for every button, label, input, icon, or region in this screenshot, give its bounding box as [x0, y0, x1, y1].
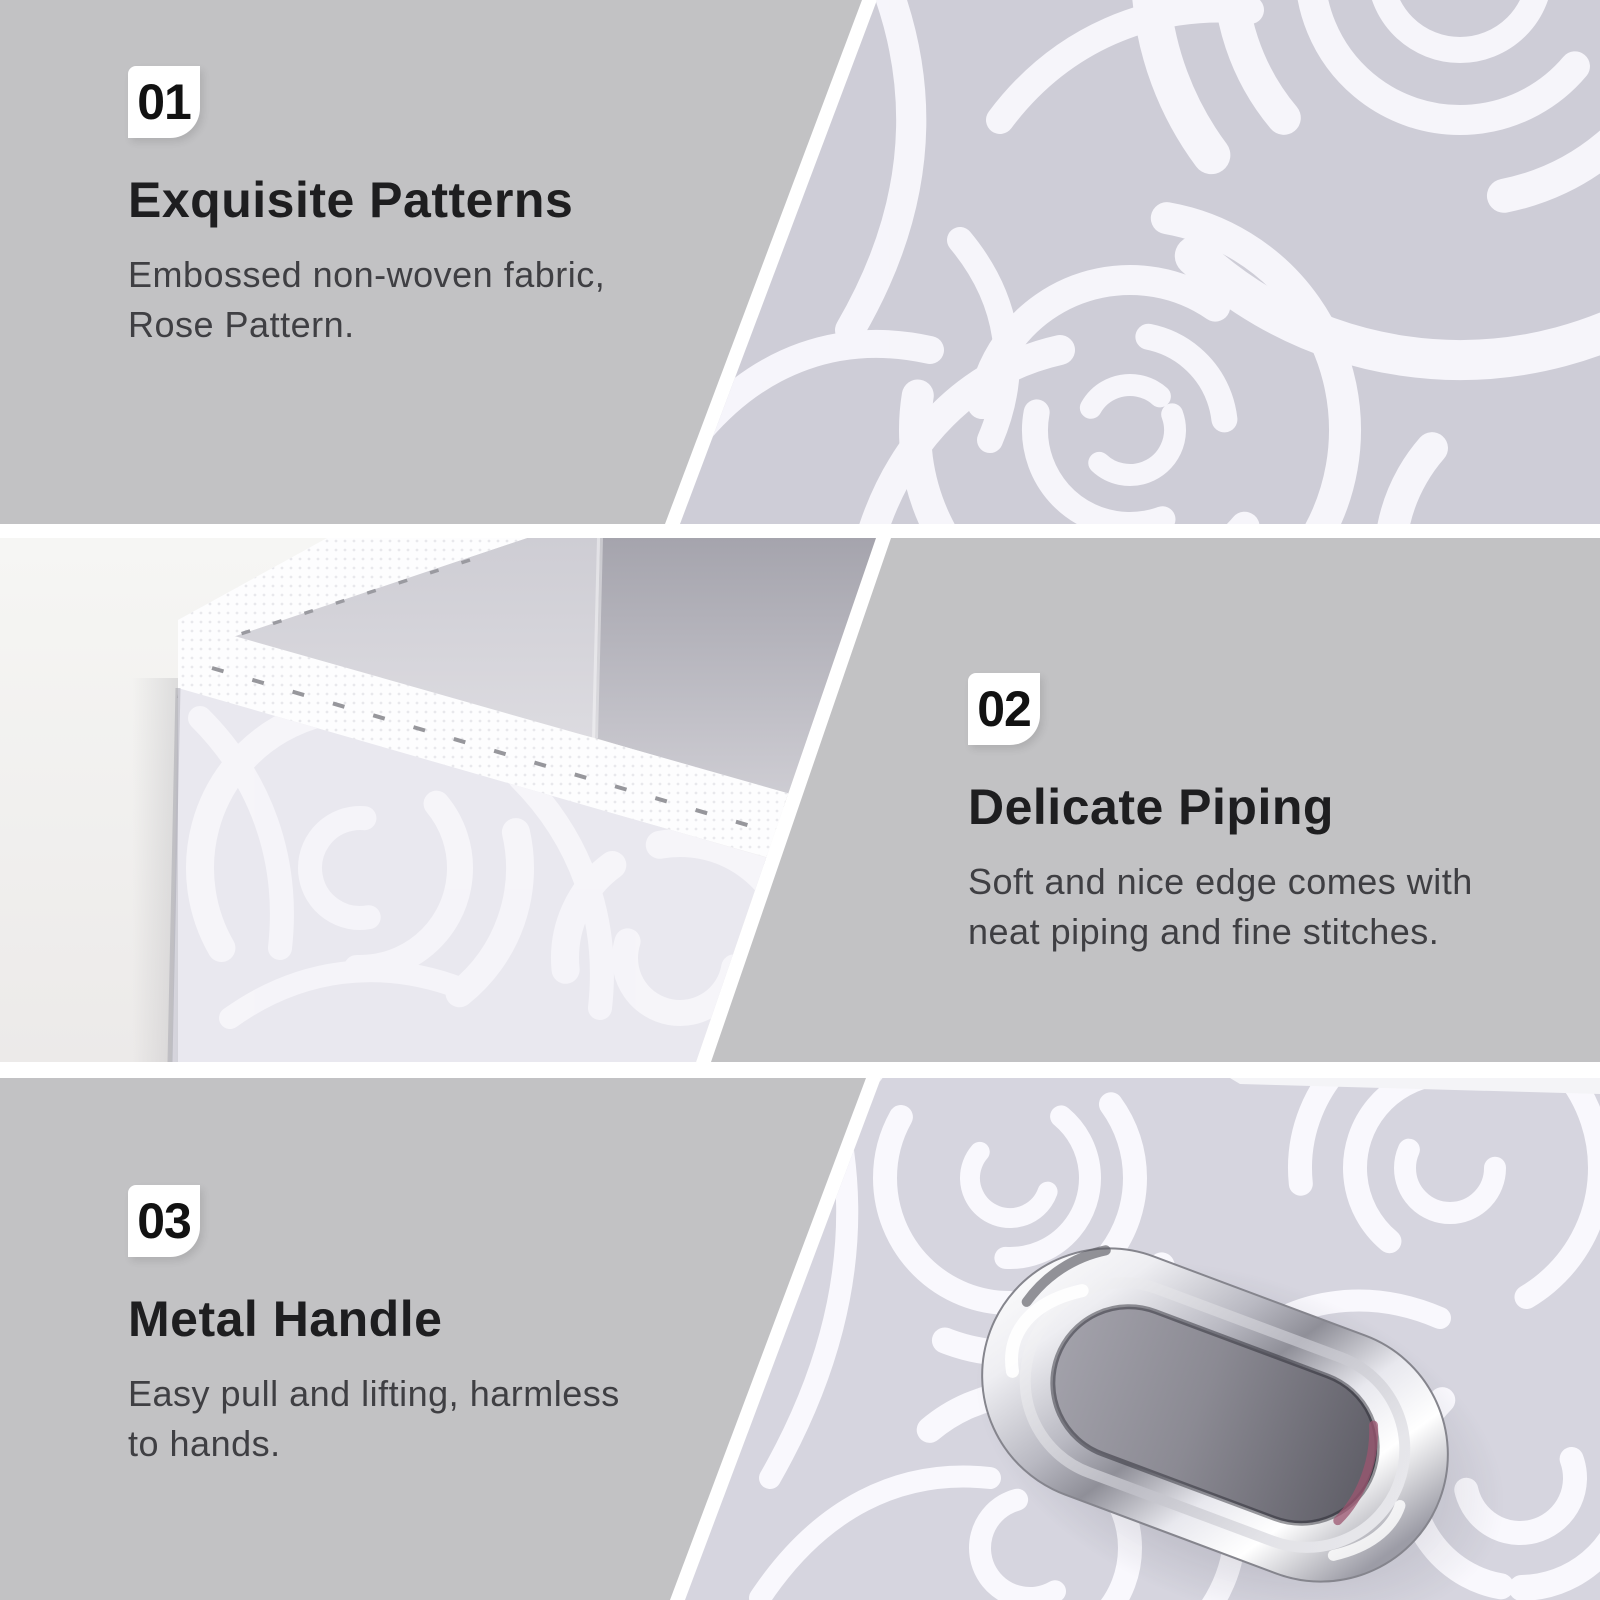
- description-line: neat piping and fine stitches.: [968, 911, 1440, 952]
- feature-description-1: [128, 250, 748, 350]
- description-line: to hands.: [128, 1423, 281, 1464]
- step-number-2: 02: [977, 681, 1031, 737]
- feature-section-handle: [0, 1078, 1600, 1600]
- feature-description-3: [128, 1369, 748, 1469]
- description-line: Rose Pattern.: [128, 304, 355, 345]
- feature-text-3: [128, 1185, 748, 1469]
- description-line: Easy pull and lifting, harmless: [128, 1373, 620, 1414]
- feature-title-2: Delicate Piping: [968, 779, 1334, 835]
- feature-title-3: Metal Handle: [128, 1291, 443, 1347]
- feature-title-1: Exquisite Patterns: [128, 172, 574, 228]
- description-line: Soft and nice edge comes with: [968, 861, 1473, 902]
- step-number-3: 03: [137, 1193, 191, 1249]
- feature-text-2: [968, 673, 1588, 957]
- step-number-badge-2: [968, 673, 1040, 745]
- feature-section-patterns: [0, 0, 1600, 524]
- step-number-badge-3: [128, 1185, 200, 1257]
- step-number-badge-1: [128, 66, 200, 138]
- step-number-1: 01: [137, 74, 191, 130]
- feature-description-2: [968, 857, 1588, 957]
- feature-section-piping: [0, 538, 1600, 1062]
- description-line: Embossed non-woven fabric,: [128, 254, 606, 295]
- feature-text-1: [128, 66, 748, 350]
